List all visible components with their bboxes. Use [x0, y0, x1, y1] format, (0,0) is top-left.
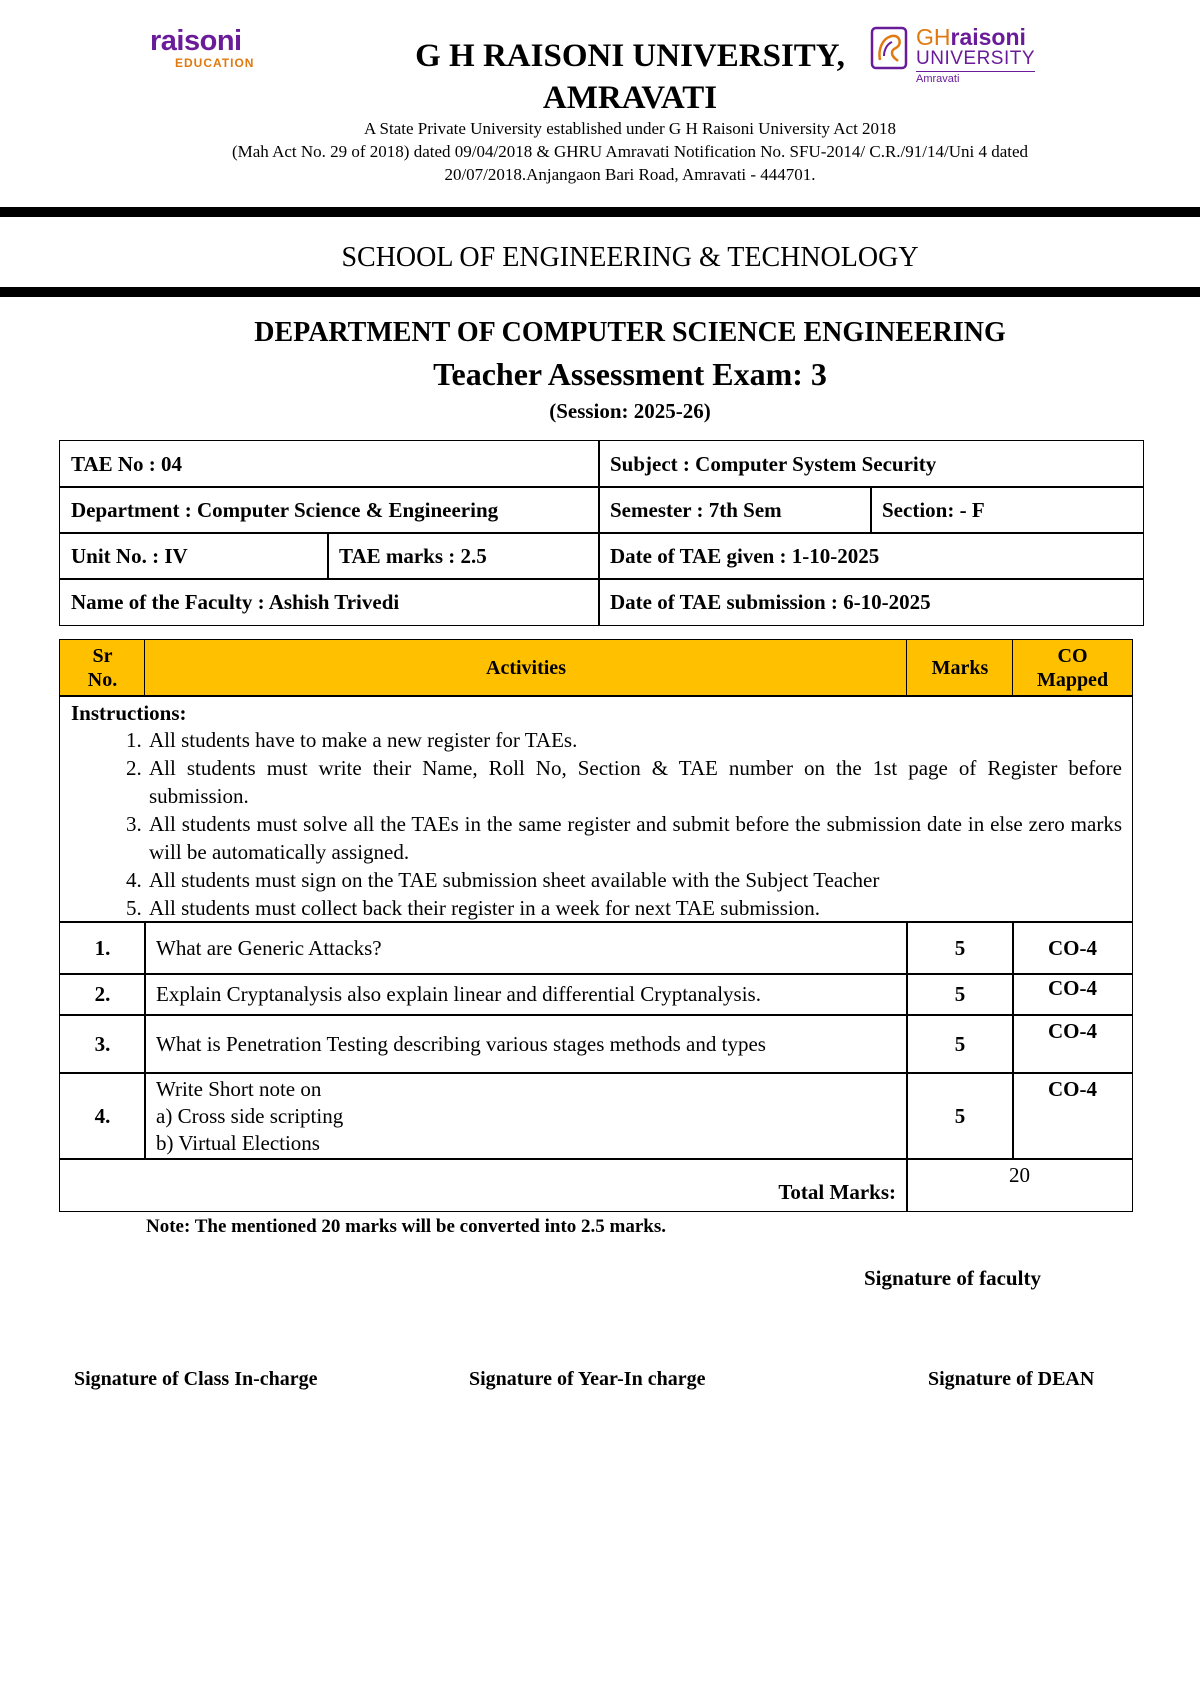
session: (Session: 2025-26) — [549, 399, 711, 423]
signature-year-incharge: Signature of Year-In charge — [469, 1368, 706, 1390]
question-marks: 5 — [906, 921, 1014, 975]
question-marks: 5 — [906, 1014, 1014, 1074]
question-marks: 5 — [906, 973, 1014, 1016]
question-text — [144, 1072, 908, 1160]
instruction-item: 5. All students must collect back their register in a week for next TAE submission. — [147, 894, 1122, 922]
header-co-mapped: CO Mapped — [1012, 639, 1133, 697]
instruction-item: 3. All students must solve all the TAEs in the same register and submit before the submission date in else zero marks will be automatically assigned. — [147, 810, 1122, 866]
header-marks: Marks — [906, 639, 1014, 697]
instructions-title: Instructions: — [71, 701, 187, 725]
header-divider-top — [0, 207, 1200, 217]
signature-dean: Signature of DEAN — [928, 1368, 1095, 1390]
established-line-3: 20/07/2018.Anjangaon Bari Road, Amravati - 444701. — [444, 165, 816, 184]
tae-marks: TAE marks : 2.5 — [327, 532, 600, 580]
question-sr: 4. — [59, 1072, 146, 1160]
instruction-item: 2. All students must write their Name, Roll No, Section & TAE number on the 1st page of Register before submission. — [147, 754, 1122, 810]
question-sr: 2. — [59, 973, 146, 1016]
school-name: SCHOOL OF ENGINEERING & TECHNOLOGY — [341, 242, 919, 273]
date-given: Date of TAE given : 1-10-2025 — [598, 532, 1144, 580]
total-marks-label: Total Marks: — [59, 1158, 908, 1212]
instruction-item: 4. All students must sign on the TAE submission sheet available with the Subject Teacher — [147, 866, 1122, 894]
total-marks-value: 20 — [906, 1158, 1133, 1212]
unit-no: Unit No. : IV — [59, 532, 329, 580]
question-text-line: a) Cross side scripting — [156, 1103, 344, 1128]
tae-no: TAE No : 04 — [59, 440, 600, 488]
university-name: G H RAISONI UNIVERSITY, — [415, 38, 845, 74]
logo-right-university: UNIVERSITY — [916, 48, 1035, 72]
logo-left-sub: EDUCATION — [175, 56, 255, 70]
section: Section: - F — [870, 486, 1144, 534]
faculty-name: Name of the Faculty : Ashish Trivedi — [59, 578, 600, 626]
logo-left-word: raisoni — [150, 25, 242, 57]
question-text-line: b) Virtual Elections — [156, 1130, 320, 1155]
department-name: DEPARTMENT OF COMPUTER SCIENCE ENGINEERING — [254, 317, 1006, 348]
question-text: Explain Cryptanalysis also explain linear and differential Cryptanalysis. — [144, 973, 908, 1016]
question-text: What are Generic Attacks? — [144, 921, 908, 975]
instructions-list — [71, 726, 1122, 922]
department-info: Department : Computer Science & Engineering — [59, 486, 600, 534]
established-line-2: (Mah Act No. 29 of 2018) dated 09/04/2018 & GHRU Amravati Notification No. SFU-2014/ C.R./91/14/Uni 4 dated — [231, 142, 1029, 161]
signature-class-incharge: Signature of Class In-charge — [74, 1368, 318, 1390]
header-sr-no: Sr No. — [59, 639, 146, 697]
conversion-note: Note: The mentioned 20 marks will be converted into 2.5 marks. — [146, 1216, 667, 1237]
exam-title: Teacher Assessment Exam: 3 — [433, 356, 827, 392]
semester: Semester : 7th Sem — [598, 486, 872, 534]
header-divider-bottom — [0, 287, 1200, 297]
question-sr: 1. — [59, 921, 146, 975]
university-city: AMRAVATI — [542, 80, 718, 116]
logo-right-city: Amravati — [916, 73, 960, 85]
question-co: CO-4 — [1012, 973, 1133, 1016]
question-sr: 3. — [59, 1014, 146, 1074]
subject: Subject : Computer System Security — [598, 440, 1144, 488]
question-co: CO-4 — [1012, 1072, 1133, 1160]
question-text-line: Write Short note on — [156, 1076, 322, 1101]
header-activities: Activities — [144, 639, 908, 697]
question-co: CO-4 — [1012, 921, 1133, 975]
question-text: What is Penetration Testing describing various stages methods and types — [144, 1014, 908, 1074]
instruction-item: 1. All students have to make a new register for TAEs. — [147, 726, 1122, 754]
signature-faculty: Signature of faculty — [864, 1266, 1041, 1290]
established-line-1: A State Private University established under G H Raisoni University Act 2018 — [363, 119, 897, 138]
question-marks: 5 — [906, 1072, 1014, 1160]
question-co: CO-4 — [1012, 1014, 1133, 1074]
logo-right-brand: GHraisoni — [916, 24, 1026, 50]
date-submission: Date of TAE submission : 6-10-2025 — [598, 578, 1144, 626]
instructions-box — [59, 695, 1133, 923]
